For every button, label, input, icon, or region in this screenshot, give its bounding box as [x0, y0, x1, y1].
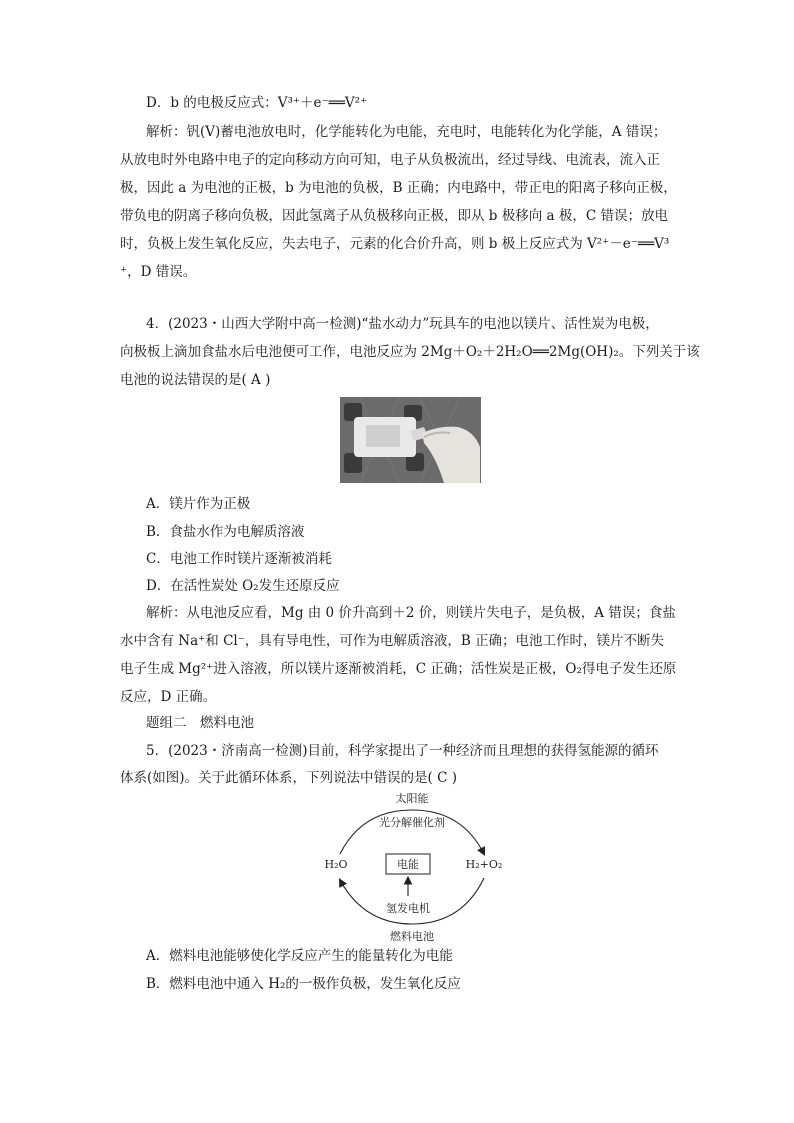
q3-option-d: D．b 的电极反应式：V³⁺＋e⁻══V²⁺ [146, 95, 368, 111]
q3-analysis-line-6: ⁺，D 错误。 [120, 264, 197, 280]
q3-analysis-line-3: 极，因此 a 为电池的正极，b 为电池的负极，B 正确；内电路中，带正电的阳离子移向正极， [120, 180, 677, 196]
diagram-bottom-label: 燃料电池 [390, 930, 434, 943]
q5-option-b: B．燃料电池中通入 H₂的一极作负极，发生氧化反应 [146, 976, 461, 992]
q4-stem-line-3: 电池的说法错误的是( A ) [120, 372, 271, 388]
q3-analysis-line-5: 时，负极上发生氧化反应，失去电子，元素的化合价升高，则 b 极上反应式为 V²⁺－e⁻══V³ [120, 236, 670, 252]
group2-title: 题组二 燃料电池 [146, 715, 254, 731]
diagram-left-node: H₂O [324, 858, 348, 871]
q4-option-a: A．镁片作为正极 [146, 496, 251, 512]
q4-analysis-line-3: 电子生成 Mg²⁺进入溶液，所以镁片逐渐被消耗，C 正确；活性炭是正极，O₂得电子发生还原 [120, 661, 677, 677]
q4-analysis-line-1: 解析：从电池反应看，Mg 由 0 价升高到＋2 价，则镁片失电子，是负极，A 错误；食盐 [146, 605, 676, 621]
diagram-top-sub-label: 光分解催化剂 [379, 816, 445, 829]
toy-car-illustration [340, 397, 481, 483]
diagram-center-node: 电能 [397, 858, 419, 871]
q5-stem-line-1: 5．(2023・济南高一检测)目前，科学家提出了一种经济而且理想的获得氢能源的循环 [146, 743, 659, 759]
q4-stem-line-2: 向极板上滴加食盐水后电池便可工作，电池反应为 2Mg＋O₂＋2H₂O══2Mg(OH)₂。下列关于该 [120, 344, 700, 360]
diagram-top-label: 太阳能 [395, 792, 429, 805]
q4-option-c: C．电池工作时镁片逐渐被消耗 [146, 551, 332, 567]
diagram-bottom-sub-label: 氢发电机 [386, 902, 430, 915]
q4-option-b: B．食盐水作为电解质溶液 [146, 524, 305, 540]
q3-analysis-line-4: 带负电的阴离子移向负极，因此氢离子从负极移向正极，即从 b 极移向 a 极，C 错误；放电 [120, 208, 668, 224]
q4-stem-line-1: 4．(2023・山西大学附中高一检测)“盐水动力”玩具车的电池以镁片、活性炭为电极， [146, 316, 659, 332]
diagram-bottom-arrow [340, 878, 484, 924]
q4-option-d: D．在活性炭处 O₂发生还原反应 [146, 578, 340, 594]
q5-option-a: A．燃料电池能够使化学反应产生的能量转化为电能 [146, 948, 453, 964]
q4-analysis-line-2: 水中含有 Na⁺和 Cl⁻，具有导电性，可作为电解质溶液，B 正确；电池工作时，镁片不断失 [120, 633, 665, 649]
q3-analysis-line-2: 从放电时外电路中电子的定向移动方向可知，电子从负极流出，经过导线、电流表，流入正 [120, 152, 660, 168]
toy-car-photo [340, 397, 481, 483]
q4-analysis-line-4: 反应，D 正确。 [120, 689, 217, 705]
q3-analysis-line-1: 解析：钒(V)蓄电池放电时，化学能转化为电能，充电时，电能转化为化学能，A 错误； [146, 124, 667, 140]
diagram-right-node: H₂+O₂ [465, 858, 503, 871]
q5-stem-line-2: 体系(如图)。关于此循环体系，下列说法中错误的是( C ) [120, 770, 457, 786]
hydrogen-cycle-diagram [312, 788, 512, 948]
